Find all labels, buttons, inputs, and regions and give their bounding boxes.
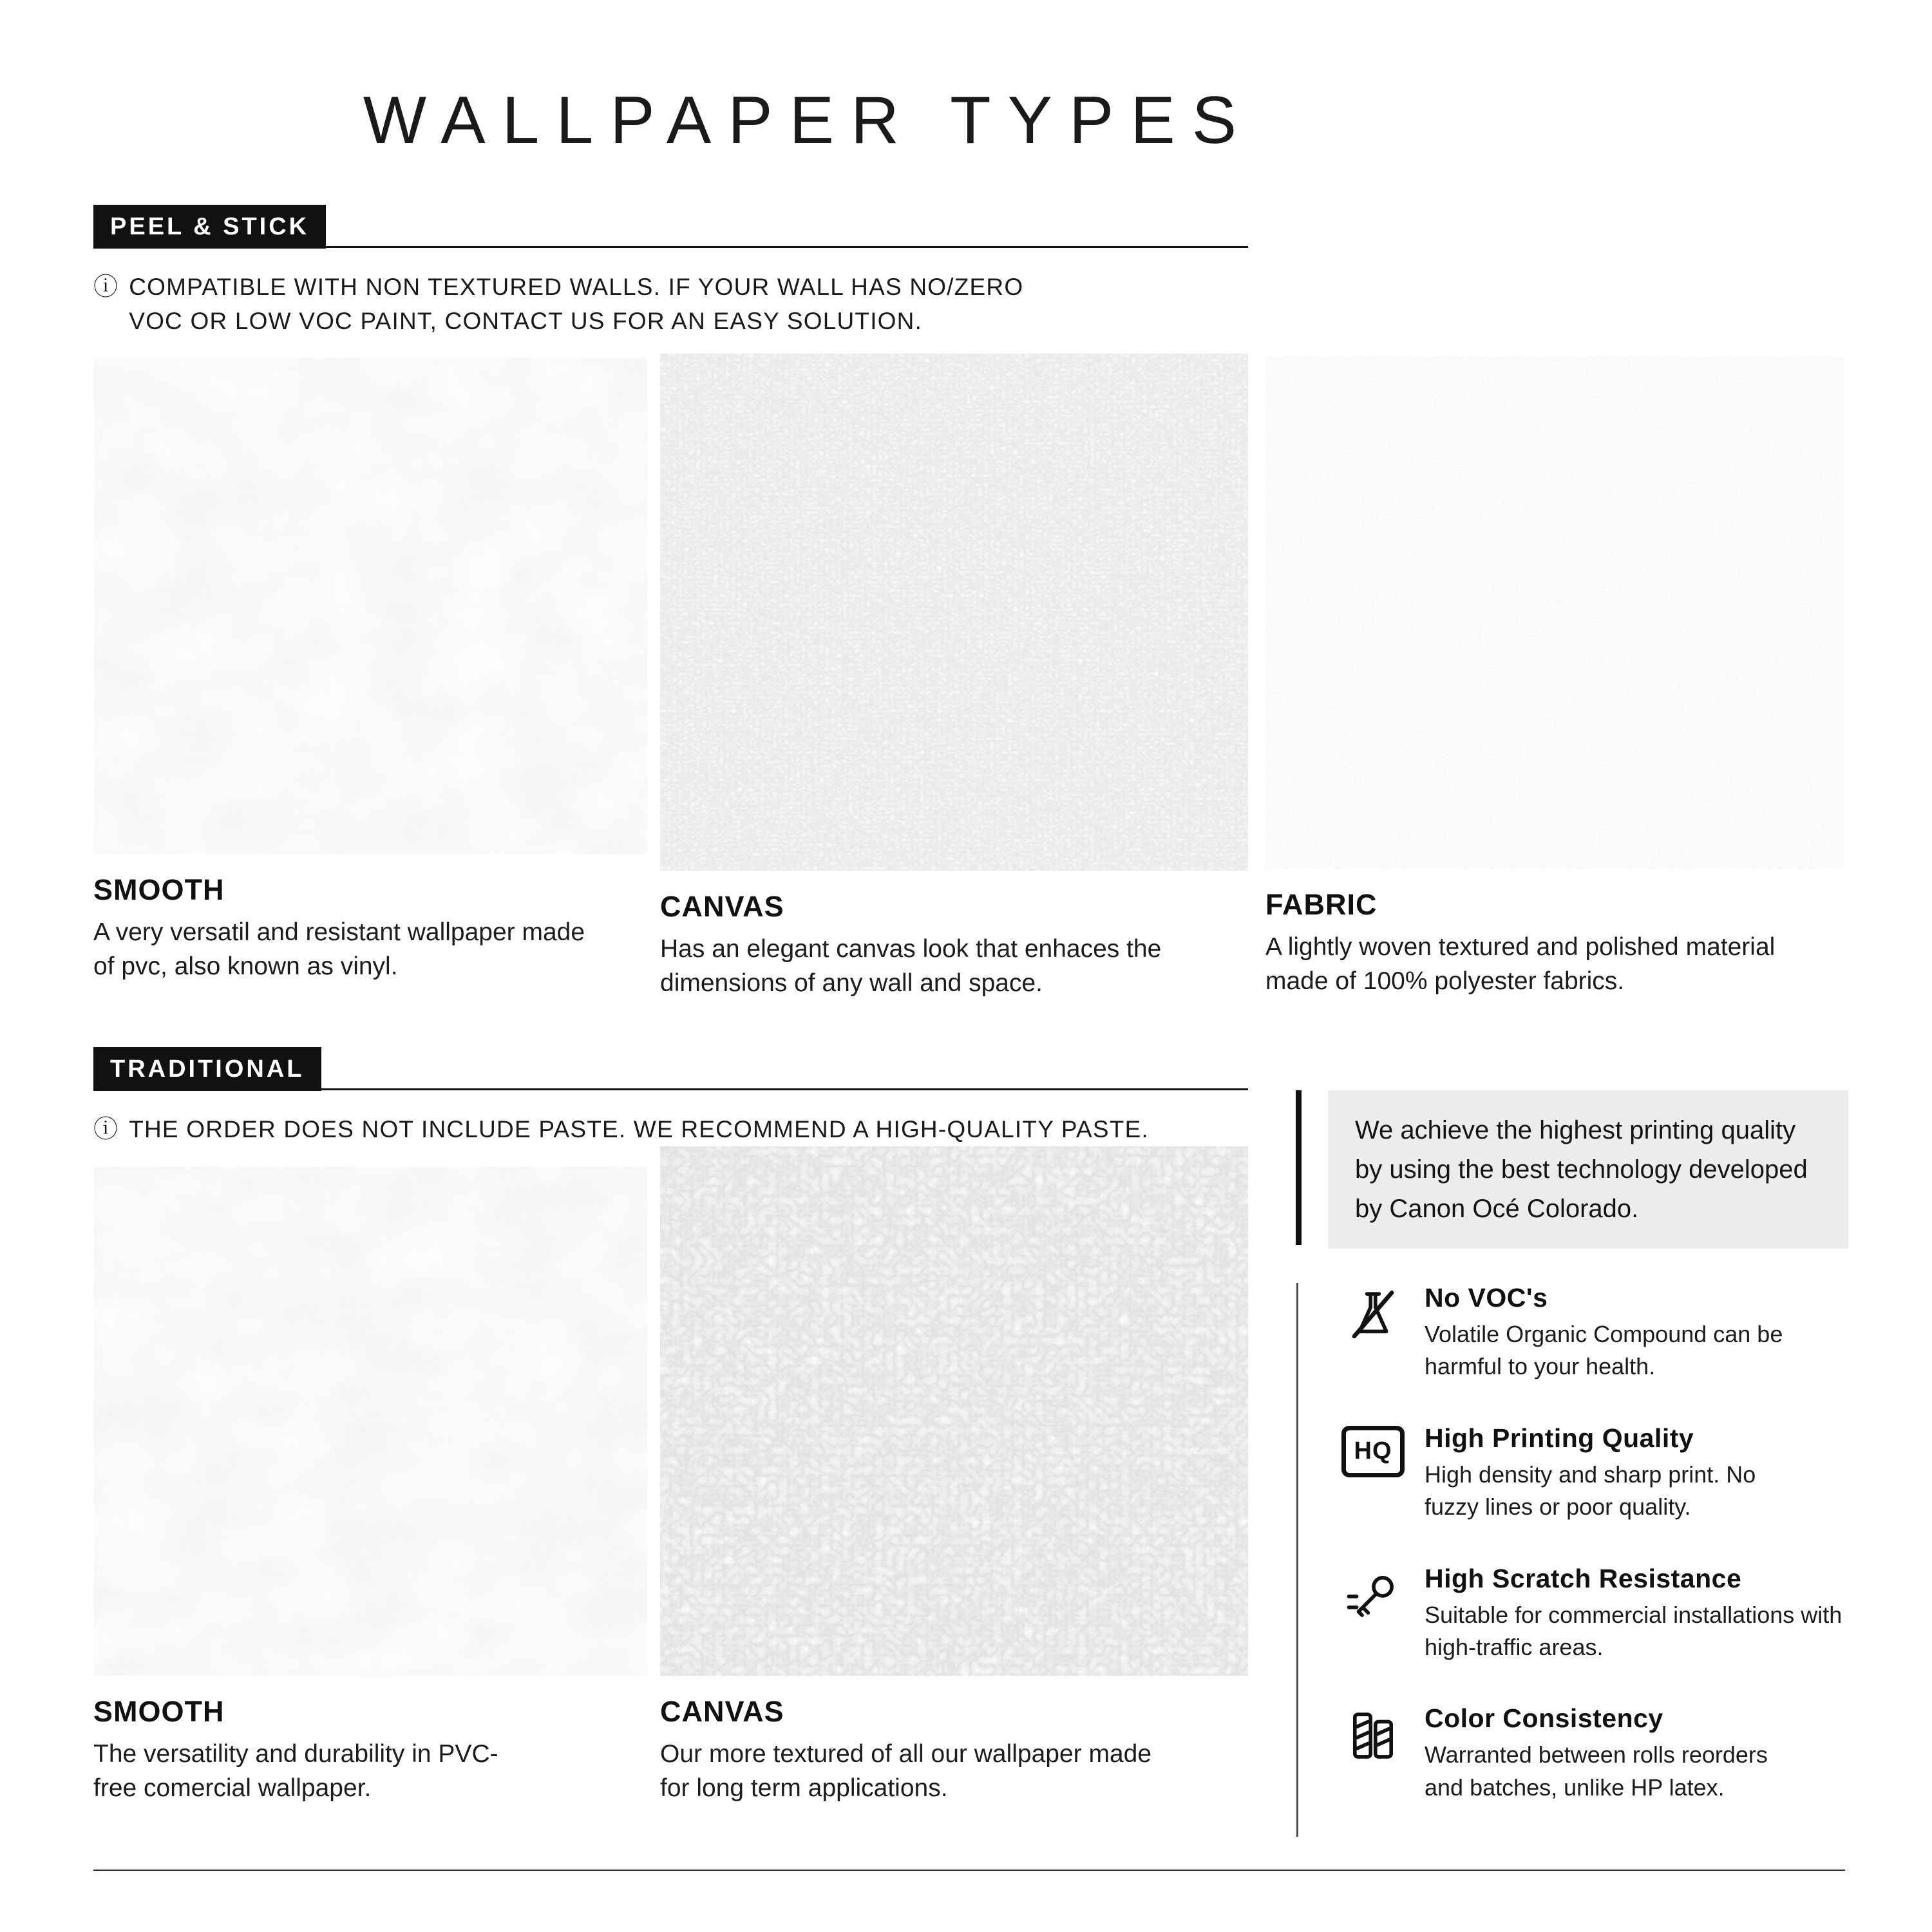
note-line: VOC OR LOW VOC PAINT, CONTACT US FOR AN EASY SOLUTION.	[129, 307, 923, 334]
note-line: THE ORDER DOES NOT INCLUDE PASTE. WE RECOMMEND A HIGH-QUALITY PASTE.	[129, 1116, 1149, 1142]
note-line: COMPATIBLE WITH NON TEXTURED WALLS. IF YOUR WALL HAS NO/ZERO	[129, 274, 1024, 300]
feature-list	[1338, 1283, 1860, 1804]
swatch-peel-canvas	[660, 354, 1248, 1000]
swatch-description: Has an elegant canvas look that enhaces the dimensions of any wall and space.	[660, 935, 1162, 997]
canvas-texture-image	[660, 354, 1248, 871]
traditional-note-text	[129, 1113, 1149, 1148]
peel-stick-note	[93, 270, 1023, 338]
feature-description: Warranted between rolls reorders and batches, unlike HP latex.	[1425, 1741, 1768, 1801]
coarse-canvas-texture-image	[660, 1146, 1248, 1676]
swatch-title: SMOOTH	[93, 873, 225, 906]
section-label-peel-stick: PEEL & STICK	[93, 205, 326, 249]
swatch-peel-fabric	[1265, 356, 1844, 998]
traditional-note	[93, 1113, 1149, 1148]
swatch-description: Our more textured of all our wallpaper made for long term applications.	[660, 1740, 1152, 1802]
quality-statement-accent-bar	[1296, 1090, 1302, 1245]
section-header-traditional	[93, 1047, 1248, 1090]
swatch-title: SMOOTH	[93, 1695, 225, 1728]
feature-high-scratch-resistance	[1338, 1564, 1860, 1664]
feature-high-printing-quality	[1338, 1423, 1860, 1524]
quality-statement: We achieve the highest printing quality by using the best technology developed by Canon Océ Colorado.	[1328, 1090, 1848, 1249]
section-header-peel-stick	[93, 205, 1248, 248]
bottom-divider-line	[93, 1870, 1845, 1871]
feature-description: Suitable for commercial installations with high-traffic areas.	[1425, 1601, 1842, 1660]
color-swatches-icon	[1338, 1703, 1408, 1766]
swatch-title: CANVAS	[660, 1695, 784, 1728]
swatch-title: FABRIC	[1265, 888, 1378, 921]
feature-title: Color Consistency	[1425, 1703, 1663, 1734]
feature-no-voc	[1338, 1283, 1860, 1383]
swatch-description: A very versatil and resistant wallpaper made of pvc, also known as vinyl.	[93, 918, 585, 980]
fabric-texture-image	[1265, 356, 1844, 869]
smooth-texture-image	[93, 358, 647, 854]
feature-color-consistency	[1338, 1703, 1860, 1804]
features-divider-line	[1296, 1283, 1298, 1837]
swatch-description: A lightly woven textured and polished material made of 100% polyester fabrics.	[1265, 933, 1776, 995]
feature-title: No VOC's	[1425, 1283, 1548, 1312]
swatch-traditional-canvas	[660, 1146, 1248, 1805]
hq-icon	[1338, 1423, 1408, 1477]
swatch-title: CANVAS	[660, 890, 784, 923]
swatch-traditional-smooth	[93, 1167, 647, 1805]
no-voc-icon	[1338, 1283, 1408, 1346]
feature-description: Volatile Organic Compound can be harmful to your health.	[1425, 1321, 1783, 1380]
smooth-texture-image	[93, 1167, 647, 1676]
peel-stick-note-text	[129, 270, 1023, 338]
page-title: WALLPAPER TYPES	[363, 83, 1254, 158]
feature-description: High density and sharp print. No fuzzy lines or poor quality.	[1425, 1461, 1756, 1520]
section-label-traditional: TRADITIONAL	[93, 1047, 321, 1091]
feature-title: High Scratch Resistance	[1425, 1563, 1742, 1593]
feature-title: High Printing Quality	[1425, 1423, 1694, 1453]
hq-icon-label: HQ	[1354, 1437, 1392, 1465]
swatch-description: The versatility and durability in PVC-free comercial wallpaper.	[93, 1740, 498, 1802]
swatch-peel-smooth	[93, 358, 647, 983]
info-icon: ⓘ	[93, 274, 119, 301]
key-icon	[1338, 1564, 1408, 1627]
info-icon: ⓘ	[93, 1116, 119, 1143]
